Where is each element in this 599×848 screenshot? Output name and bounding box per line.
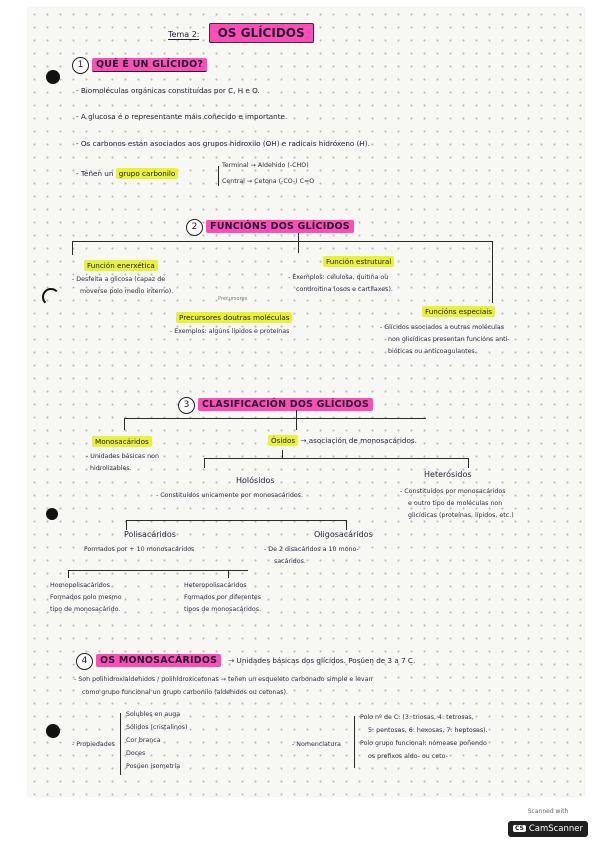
- tree-line: [68, 570, 69, 578]
- holo-desc: - Constituídos unicamente por monosacáridos.: [156, 492, 303, 499]
- precursor-desc: - Exemplos: algúns lípidos e proteínas: [170, 328, 290, 335]
- tree-line: [72, 241, 73, 255]
- tree-line: [296, 410, 297, 418]
- mono-desc: hidrolizables.: [90, 465, 132, 472]
- homopoli-title: Homopolisacáridos: [50, 582, 110, 589]
- section-3-heading: [178, 392, 373, 414]
- nom-item: os prefixos aldo- ou ceto-: [368, 753, 448, 760]
- tree-line: [468, 458, 469, 468]
- section-4-desc: → Unidades básicas dos glícidos. Posúen de 3 a 7 C.: [228, 656, 416, 665]
- page-title: [168, 22, 314, 41]
- section-3-title: CLASIFICACIÓN DOS GLÍCIDOS: [198, 398, 373, 411]
- holo-title: Holósidos: [236, 476, 275, 485]
- s4-bullet: como grupo funcional un grupo carbonilo (aldehidos ou cetonas).: [82, 689, 289, 696]
- osidos-desc: → asociación de monosacáridos.: [300, 436, 417, 445]
- tree-line: [124, 418, 426, 419]
- mono-title: Monosacáridos: [92, 436, 152, 447]
- heteropoli-title: Heteropolisacáridos: [184, 582, 247, 589]
- section-number: 2: [186, 219, 203, 236]
- hetero-desc: e outro tipo de moléculas non: [408, 500, 503, 507]
- binder-hole: [46, 508, 58, 520]
- prop-item: Sólidos (cristalinos): [126, 724, 188, 731]
- tree-line: [126, 520, 127, 530]
- carbonilo-central: Central → Cetona (-CO-) C=O: [222, 178, 315, 185]
- nom-label: - Nomenclatura: [292, 741, 341, 748]
- heteropoli-desc: tipos de monosacáridos.: [184, 606, 261, 613]
- tree-line: [68, 570, 248, 571]
- struct-desc: condroitina (osos e cartílaxes).: [296, 286, 393, 293]
- homopoli-desc: tipo de monosacárido.: [50, 606, 121, 613]
- special-desc: - Glícidos asociados a outras moléculas: [380, 324, 505, 331]
- oligo-title: Oligosacáridos: [314, 530, 373, 539]
- energy-desc: - Desfeita a glicosa (capaz de: [72, 276, 166, 283]
- grupo-carbonilo-highlight: grupo carbonilo: [116, 168, 179, 179]
- poli-desc: Formados por + 10 monosacáridos: [84, 546, 195, 553]
- prop-label: - Propiedades: [72, 741, 115, 748]
- tree-line: [492, 241, 493, 303]
- section-number: 3: [178, 397, 195, 414]
- tree-line: [204, 458, 205, 468]
- carbonilo-terminal: Terminal → Aldehido (-CHO): [222, 162, 309, 169]
- nom-item: Polo nº de C: (3: triosas, 4: tetrosas,: [360, 714, 474, 721]
- tree-line: [228, 570, 229, 578]
- section-4-title: OS MONOSACÁRIDOS: [96, 654, 221, 667]
- heteropoli-desc: Formados por diferentes: [184, 594, 262, 601]
- tree-line: [124, 418, 125, 430]
- section-2-heading: [186, 214, 354, 236]
- prop-item: Cor branca: [126, 737, 161, 744]
- prop-item: Solubles en auga: [126, 711, 181, 718]
- struct-desc: - Exemplos: celulosa, quitina ou: [288, 274, 389, 281]
- s4-bullet: - Son polihidroxialdehidos / polihidroxicetonas → teñen un esqueleto carbonado simple e levan: [74, 676, 373, 683]
- s1-b4-text: - Teñen un: [76, 169, 114, 178]
- camscanner-badge: [508, 821, 588, 837]
- tema-label: Tema 2:: [168, 30, 200, 39]
- binder-hole: [46, 724, 60, 738]
- tree-line: [346, 520, 347, 530]
- special-desc: non glicídicas presentan funcións anti-: [388, 336, 510, 343]
- hetero-desc: - Constituídos por monosacáridos: [400, 488, 506, 495]
- section-1-heading: [72, 52, 207, 74]
- energy-desc: moverse polo medio interno).: [80, 288, 174, 295]
- poli-title: Polisacáridos: [124, 530, 176, 539]
- tree-line: [296, 418, 297, 430]
- brace-line: [120, 713, 121, 775]
- prop-item: Posúen isometría: [126, 763, 181, 770]
- osidos-row: [268, 436, 417, 445]
- brace-line: [218, 166, 219, 186]
- hetero-title: Heterósidos: [424, 470, 472, 479]
- notebook-page: [28, 8, 584, 796]
- camscanner-icon: CS: [514, 825, 524, 832]
- oligo-desc: - De 2 disacáridos a 10 mono-: [264, 546, 359, 553]
- s1-bullet: - Biomoléculas orgánicas constituídas por C, H e O.: [76, 86, 260, 95]
- s1-bullet-carbonilo: [76, 169, 178, 178]
- special-desc: bióticas ou anticoagulantes.: [388, 348, 477, 355]
- section-number: 4: [76, 653, 93, 670]
- section-number: 1: [72, 57, 89, 74]
- special-title: Funcións especiais: [422, 306, 495, 317]
- hetero-desc: glicídicas (proteínas, lípidos, etc.): [408, 512, 514, 519]
- prop-item: Doces: [126, 750, 146, 757]
- camscanner-brand: CamScanner: [528, 823, 584, 834]
- section-4-heading: [76, 648, 415, 670]
- osidos-title: Ósidos: [268, 435, 298, 446]
- tree-line: [298, 233, 299, 241]
- section-2-title: FUNCIÓNS DOS GLÍCIDOS: [206, 220, 354, 233]
- mono-desc: - Unidades básicas non: [86, 453, 159, 460]
- struct-title: Función estrutural: [323, 256, 394, 267]
- tree-line: [204, 458, 468, 459]
- tree-line: [282, 450, 283, 458]
- energy-title: Función enerxética: [84, 260, 158, 271]
- nom-item: Polo grupo funcional: nómease poñendo: [360, 740, 487, 747]
- nom-item: 5: pentosas, 6: hexosas, 7: heptosas).: [368, 727, 488, 734]
- s1-bullet: - Os carbonos están asociados aos grupos hidroxilo (OH) e radicais hidróxeno (H).: [76, 139, 370, 148]
- binder-hole: [46, 70, 60, 84]
- precursor-title: Precursores doutras moléculas: [176, 312, 292, 323]
- ring-mark: [42, 288, 60, 306]
- s1-bullet: - A glucosa é o representante máis coñecido e importante.: [76, 112, 288, 121]
- scanner-watermark: [505, 808, 591, 837]
- scanned-with-text: Scanned with: [527, 808, 569, 815]
- precursor-note: Precursores: [218, 296, 248, 302]
- brace-line: [354, 716, 355, 768]
- tree-line: [126, 520, 346, 521]
- title-text: OS GLÍCIDOS: [209, 23, 314, 43]
- oligo-desc: sacáridos.: [274, 558, 306, 565]
- section-1-title: QUÉ É UN GLÍCIDO?: [92, 58, 207, 72]
- homopoli-desc: Formados polo mesmo: [50, 594, 122, 601]
- tree-line: [72, 241, 492, 242]
- tree-line: [298, 241, 299, 253]
